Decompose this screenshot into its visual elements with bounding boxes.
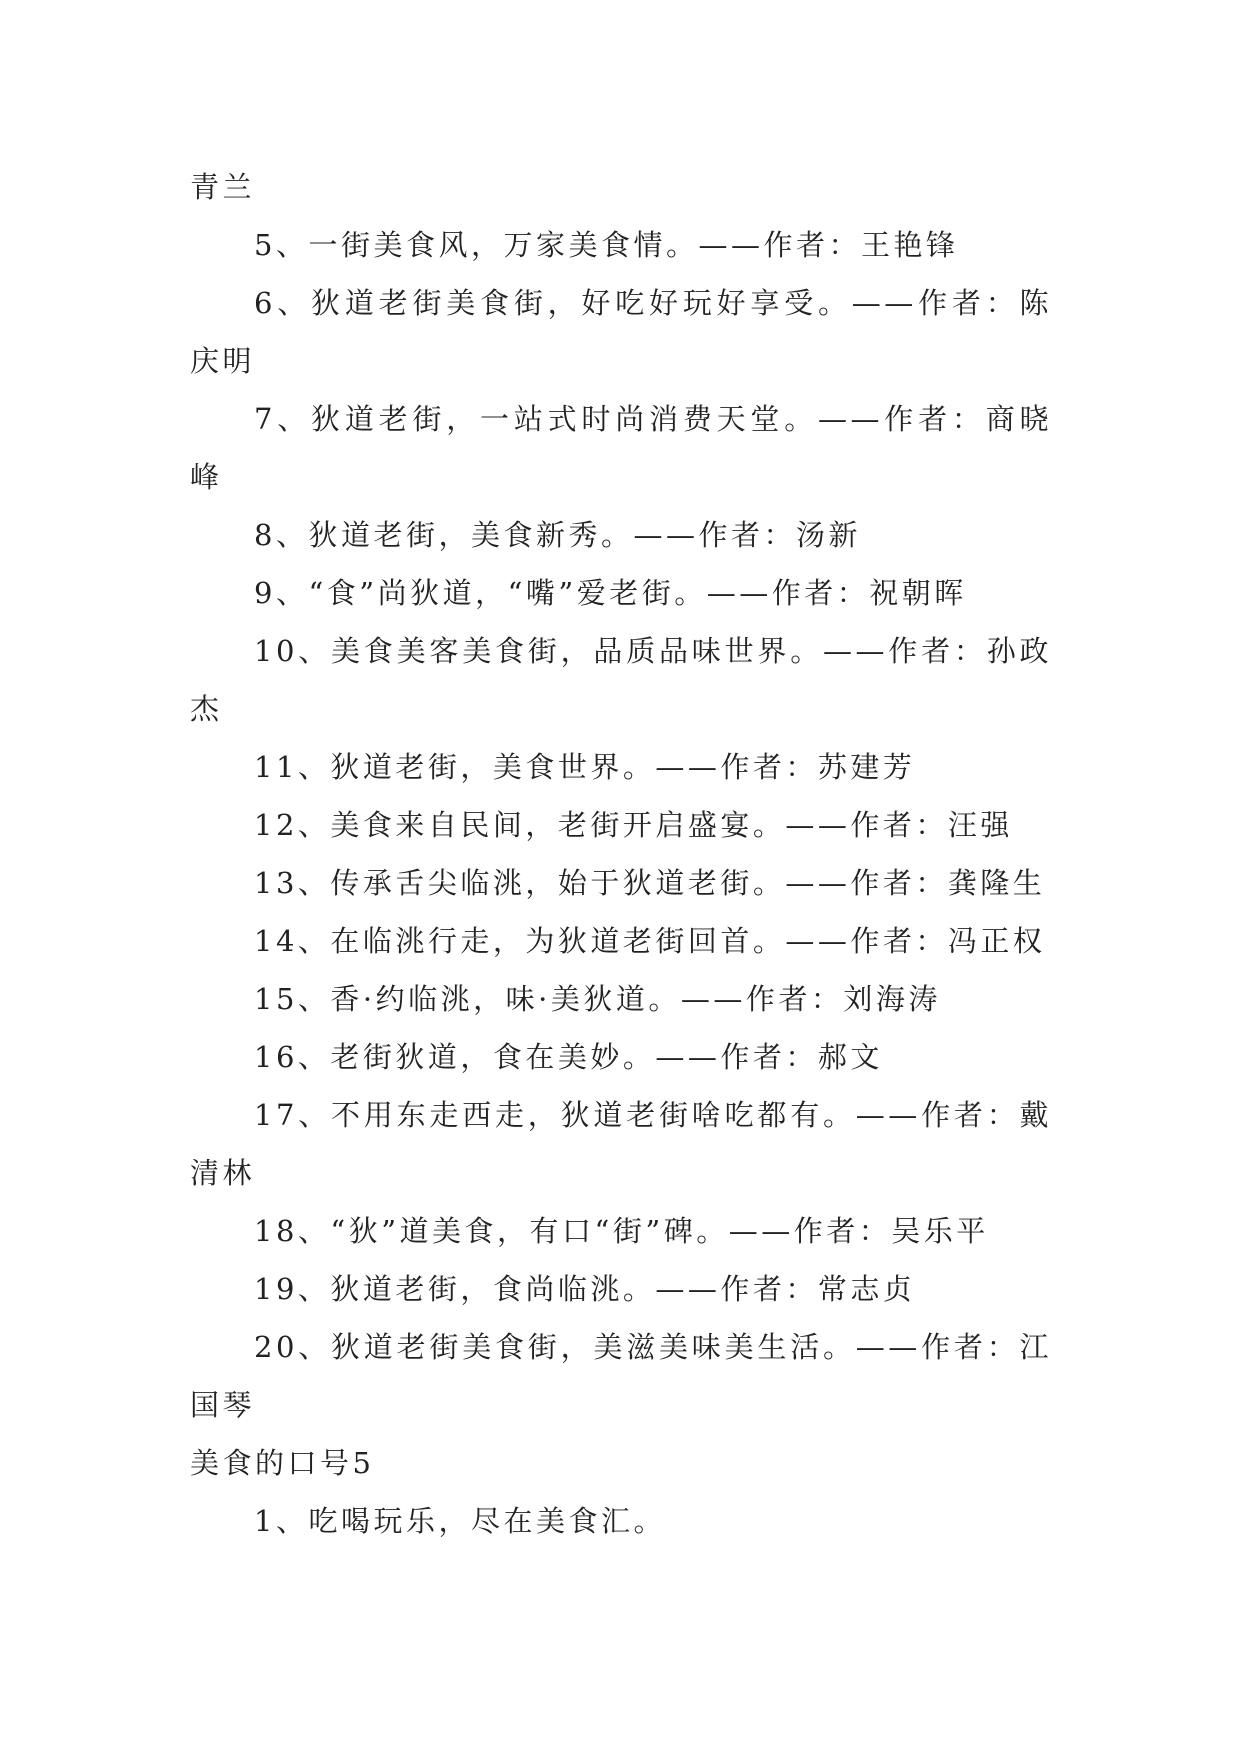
slogan-item: 15、香·约临洮，味·美狄道。——作者：刘海涛 (254, 982, 941, 1016)
slogan-item: 16、老街狄道，食在美妙。——作者：郝文 (254, 1040, 883, 1074)
slogan-item: 9、“食”尚狄道，“嘴”爱老街。——作者：祝朝晖 (254, 576, 967, 610)
document-body (190, 158, 1052, 1550)
continued-text: 青兰 (190, 170, 256, 204)
slogan-item: 8、狄道老街，美食新秀。——作者：汤新 (254, 518, 861, 552)
slogan-item: 17、不用东走西走，狄道老街啥吃都有。——作者：戴清林 (190, 1098, 1052, 1190)
slogan-item: 13、传承舌尖临洮，始于狄道老街。——作者：龚隆生 (254, 866, 1046, 900)
slogan-item: 11、狄道老街，美食世界。——作者：苏建芳 (254, 750, 916, 784)
slogan-item: 19、狄道老街，食尚临洮。——作者：常志贞 (254, 1272, 916, 1306)
slogan-item: 14、在临洮行走，为狄道老街回首。——作者：冯正权 (254, 924, 1046, 958)
section-heading: 美食的口号5 (190, 1446, 375, 1480)
slogan-item: 10、美食美客美食街，品质品味世界。——作者：孙政杰 (190, 634, 1052, 726)
slogan-item: 12、美食来自民间，老街开启盛宴。——作者：汪强 (254, 808, 1013, 842)
slogan-item: 20、狄道老街美食街，美滋美味美生活。——作者：江国琴 (190, 1330, 1052, 1422)
slogan-item: 5、一街美食风，万家美食情。——作者：王艳锋 (254, 228, 959, 262)
slogan-item: 18、“狄”道美食，有口“街”碑。——作者：吴乐平 (254, 1214, 989, 1248)
section-item: 1、吃喝玩乐，尽在美食汇。 (254, 1504, 666, 1538)
slogan-item: 6、狄道老街美食街，好吃好玩好享受。——作者：陈庆明 (190, 286, 1052, 378)
slogan-item: 7、狄道老街，一站式时尚消费天堂。——作者：商晓峰 (190, 402, 1052, 494)
